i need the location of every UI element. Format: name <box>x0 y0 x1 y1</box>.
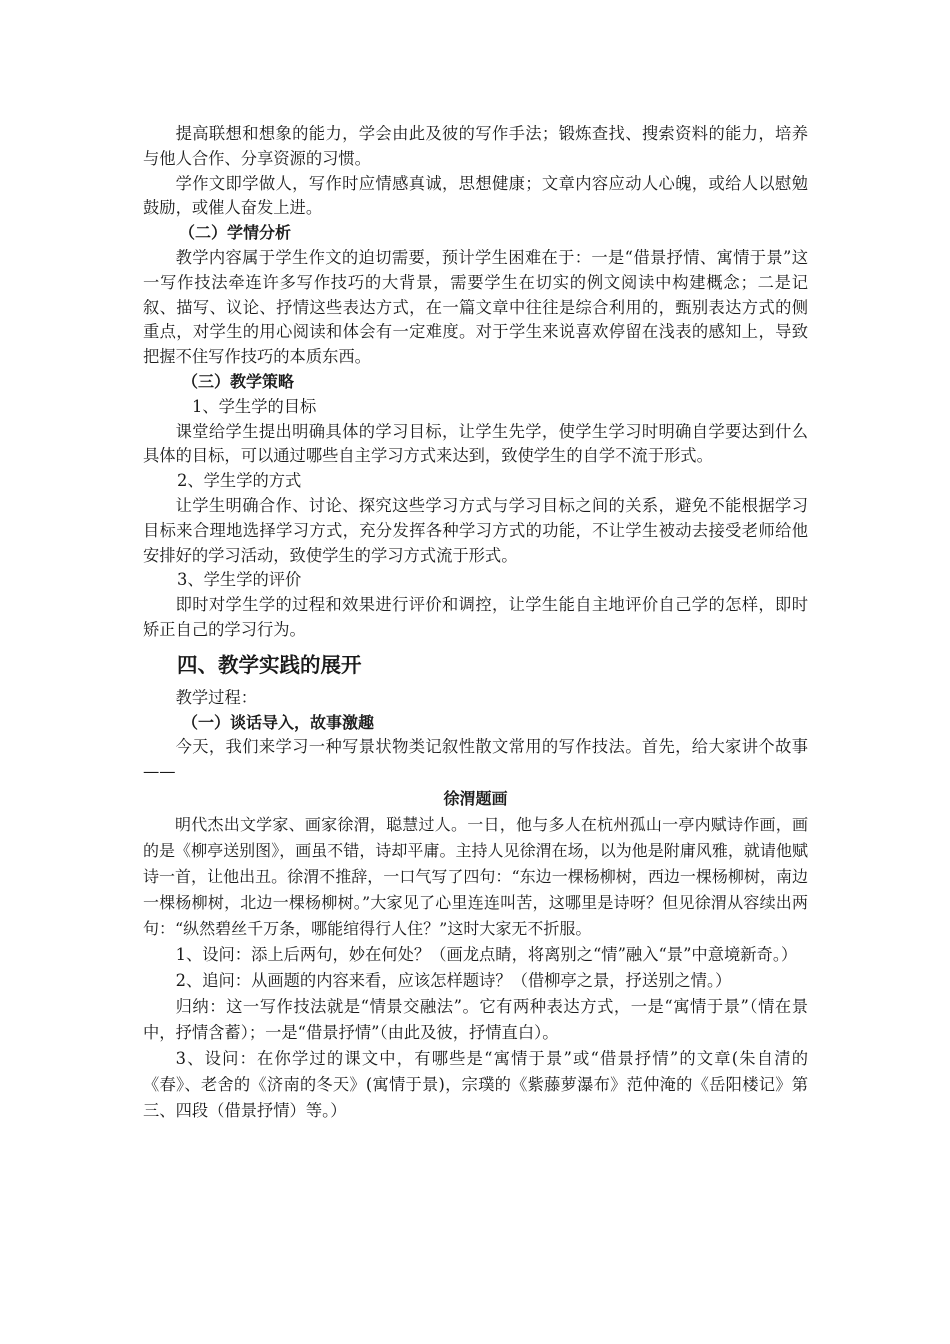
subheading-learning-evaluation: 3、学生学的评价 <box>177 570 302 590</box>
label-teaching-process: 教学过程： <box>175 687 258 707</box>
subheading-learning-method: 2、学生学的方式 <box>177 471 302 491</box>
subheading-learning-goal: 1、学生学的目标 <box>192 396 317 416</box>
story-text: 明代杰出文学家、画家徐渭，聪慧过人。一日，他与多人在杭州孤山一亭内赋诗作画，画的是《柳亭送别图》，画虽不错，诗却平庸。主持人见徐渭在场，以为他是附庸风雅，就请他赋诗一首，让他出丑。徐渭不推辞，一口气写了四句：“东边一棵杨柳树，西边一棵杨柳树，南边一棵杨柳树，北边一棵杨柳树。”大家见了心里连连叫苦，这哪里是诗呀？但见徐渭从容续出两句：“纵然碧丝千万条，哪能绾得行人住？”这时大家无不折服。 <box>143 814 808 938</box>
document-body <box>143 122 808 1124</box>
chapter-heading-practice: 四、教学实践的展开 <box>177 652 362 677</box>
question-3: 3、设问：在你学过的课文中，有哪些是“寓情于景”或“借景抒情”的文章(朱自清的《春》、老舍的《济南的冬天》(寓情于景)，宗璞的《紫藤萝瀑布》范仲淹的《岳阳楼记》第三、四段（借景抒情）等。） <box>143 1048 808 1120</box>
paragraph-character: 学作文即学做人，写作时应情感真诚，思想健康；文章内容应动人心魄，或给人以慰勉鼓励，或催人奋发上进。 <box>143 173 808 218</box>
section-heading-teaching-strategy: （三）教学策略 <box>182 371 295 391</box>
paragraph-learning-evaluation: 即时对学生学的过程和效果进行评价和调控，让学生能自主地评价自己学的怎样，即时矫正自己的学习行为。 <box>143 595 808 639</box>
paragraph-learning-goal: 课堂给学生提出明确具体的学习目标，让学生先学，使学生学习时明确自学要达到什么具体的目标，可以通过哪些自主学习方式来达到，致使学生的自学不流于形式。 <box>143 421 808 466</box>
section-heading-student-analysis: （二）学情分析 <box>179 223 292 243</box>
question-2: 2、追问：从画题的内容来看，应该怎样题诗？（借柳亭之景，抒送别之情。） <box>175 970 732 990</box>
story-title: 徐渭题画 <box>443 788 508 808</box>
paragraph-ability: 提高联想和想象的能力，学会由此及彼的写作手法；锻炼查找、搜索资料的能力，培养与他人合作、分享资源的习惯。 <box>143 124 808 168</box>
paragraph-student-analysis: 教学内容属于学生作文的迫切需要，预计学生困难在于：一是“借景抒情、寓情于景”这一写作技法牵连许多写作技巧的大背景，需要学生在切实的例文阅读中构建概念；二是记叙、描写、议论、抒情这些表达方式，在一篇文章中往往是综合利用的，甄别表达方式的侧重点，对学生的用心阅读和体会有一定难度。对于学生来说喜欢停留在浅表的感知上，导致把握不住写作技巧的本质东西。 <box>143 247 808 367</box>
paragraph-learning-method: 让学生明确合作、讨论、探究这些学习方式与学习目标之间的关系，避免不能根据学习目标来合理地选择学习方式，充分发挥各种学习方式的功能，不让学生被动去接受老师给他安排好的学习活动，致使学生的学习方式流于形式。 <box>143 495 808 565</box>
section-heading-introduction: （一）谈话导入，故事激趣 <box>182 712 375 732</box>
paragraph-introduction: 今天，我们来学习一种写景状物类记叙性散文常用的写作技法。首先，给大家讲个故事—— <box>143 737 808 782</box>
question-1: 1、设问：添上后两句，妙在何处？（画龙点睛，将离别之“情”融入“景”中意境新奇。） <box>175 944 798 964</box>
paragraph-summary: 归纳：这一写作技法就是“情景交融法”。它有两种表达方式，一是“寓情于景”（情在景中，抒情含蓄）；一是“借景抒情”（由此及彼，抒情直白）。 <box>143 996 808 1042</box>
